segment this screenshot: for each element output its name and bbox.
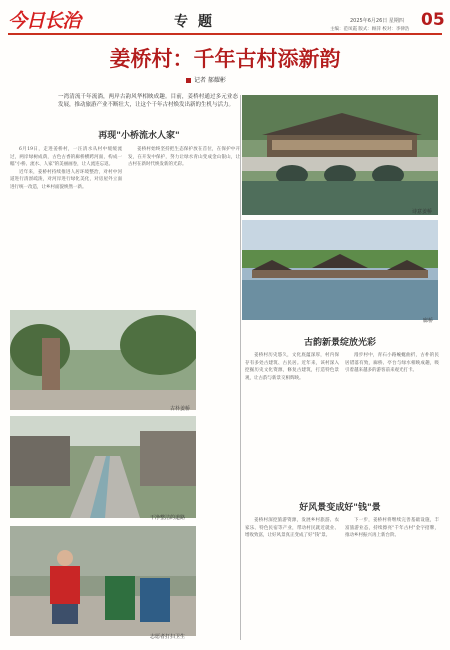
- section-heading-1: 再现"小桥流水人家": [98, 131, 180, 141]
- byline-text: 记者 郝耀彬: [194, 77, 226, 84]
- section-3-column-2: [345, 517, 439, 645]
- photo-covered-bridge: [242, 95, 438, 215]
- column-divider: [240, 95, 241, 640]
- newspaper-logo: 今日长治: [8, 10, 81, 32]
- caption-3: 古朴姜桥: [170, 406, 191, 412]
- section-2-column-1: [245, 352, 339, 492]
- section-heading-2: 古韵新景绽放光彩: [303, 338, 376, 348]
- photo-clean-street: [10, 416, 196, 518]
- paragraph: 近年来，姜桥村持续推进人居环境整治，对村中河道进行清淤疏浚，对河岸进行绿化美化，对房屋外立面进行统一改造，让乡村面貌焕然一新。: [10, 169, 122, 190]
- byline-marker-icon: [186, 78, 191, 83]
- section-3-column-1: [245, 517, 339, 645]
- header-rule: [8, 33, 442, 35]
- caption-2: 廊桥: [423, 318, 434, 324]
- section-1-column-1: [10, 146, 122, 306]
- paragraph: 6月19日，走进姜桥村，一汪清水从村中缓缓流过，两岸绿树成荫，古色古香的廊桥横跨河面，构成一幅"小桥、流水、人家"的美丽画卷，让人流连忘返。: [10, 147, 122, 168]
- paragraph: 下一步，姜桥村将继续完善基础设施，丰富旅游业态，持续擦亮"千年古村"金字招牌，推动乡村振兴再上新台阶。: [345, 518, 439, 539]
- photo-volunteer-cleaning: [10, 526, 196, 636]
- caption-5: 志愿者打扫卫生: [150, 634, 186, 640]
- section-1-column-2: [128, 146, 240, 306]
- section-heading-3: 好风景变成好"钱"景: [299, 503, 381, 513]
- caption-4: 干净整洁的道路: [150, 515, 186, 521]
- paragraph: 姜桥村深挖旅游资源，发展乡村旅游、农家乐、特色民宿等产业，带动村民就近就业、增收致富，让好风景真正变成了好"钱"景。: [245, 518, 339, 539]
- article-headline: 姜桥村：千年古村添新韵: [109, 47, 341, 71]
- photo-stone-monument: [10, 310, 196, 410]
- photo-pavilion-bridge: [242, 220, 438, 320]
- section-2-column-2: [345, 352, 439, 492]
- editor-credits: 主编：范凤霞 版式：顾萍 校对：李律浩: [330, 27, 410, 32]
- paragraph: 姜桥村历史悠久，文化底蕴深厚，村内保存有多处古建筑、古民居。近年来，该村深入挖掘历史文化资源，修复古建筑，打造特色景观，让古韵与新景交相辉映。: [245, 353, 339, 381]
- caption-1: 诗意姜桥: [412, 209, 433, 215]
- issue-date: 2025年6月26日 星期四: [350, 18, 404, 24]
- byline: [186, 75, 226, 84]
- paragraph: 姜桥村始终坚持把生态保护放在首位，在保护中开发，在开发中保护，努力让绿水青山变成金山银山，让古村在新时代焕发新的光彩。: [128, 147, 240, 168]
- paragraph: 漫步村中，青石小路蜿蜒曲折，古朴的民居错落有致，廊桥、亭台与绿水相映成趣，吸引着越来越多的游客前来观光打卡。: [345, 353, 439, 374]
- page-number: 05: [421, 10, 445, 30]
- section-title: 专题: [174, 14, 222, 30]
- article-lead: 一湾清流千年流淌，两岸古韵风华相映成趣。目前，姜桥村通过多元业态发展，推动旅游产业不断壮大，让这个千年古村焕发出新的生机与活力。: [58, 94, 238, 108]
